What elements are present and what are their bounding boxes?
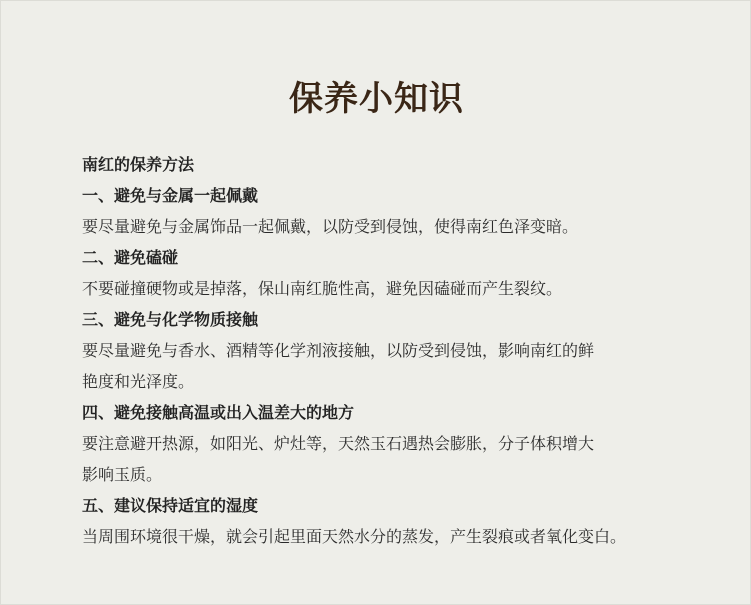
item-1-heading: 一、避免与金属一起佩戴 — [82, 186, 259, 205]
item-5-heading: 五、建议保持适宜的湿度 — [82, 496, 259, 515]
item-1-text-line-1: 要尽量避免与金属饰品一起佩戴，以防受到侵蚀，使得南红色泽变暗。 — [82, 217, 579, 236]
page-title: 保养小知识 — [289, 79, 464, 119]
item-3-text-line-2: 艳度和光泽度。 — [82, 372, 195, 391]
item-5-text-line-1: 当周围环境很干燥，就会引起里面天然水分的蒸发，产生裂痕或者氧化变白。 — [82, 527, 627, 546]
item-4-text-line-1: 要注意避开热源，如阳光、炉灶等，天然玉石遇热会膨胀，分子体积增大 — [82, 434, 595, 453]
item-3-text-line-1: 要尽量避免与香水、酒精等化学剂液接触，以防受到侵蚀，影响南红的鲜 — [82, 341, 595, 360]
item-2-heading: 二、避免磕碰 — [82, 248, 179, 267]
section-title: 南红的保养方法 — [82, 155, 195, 174]
item-4-text-line-2: 影响玉质。 — [82, 465, 163, 484]
item-3-heading: 三、避免与化学物质接触 — [82, 310, 259, 329]
item-4-heading: 四、避免接触高温或出入温差大的地方 — [82, 403, 355, 422]
item-2-text-line-1: 不要碰撞硬物或是掉落，保山南红脆性高，避免因磕碰而产生裂纹。 — [82, 279, 563, 298]
article-body — [82, 152, 722, 550]
